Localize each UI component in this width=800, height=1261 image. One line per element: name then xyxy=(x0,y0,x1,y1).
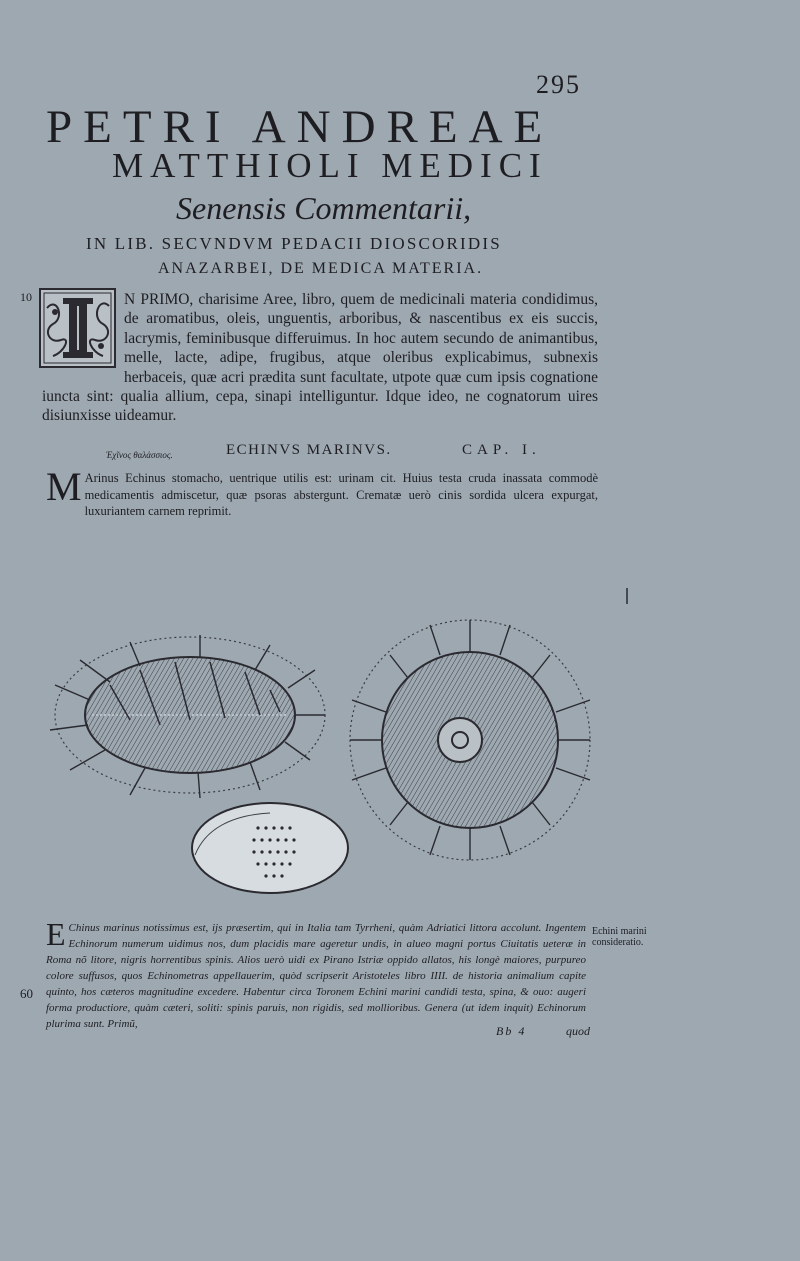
intro-paragraph xyxy=(42,290,598,426)
main-paragraph xyxy=(46,464,598,520)
title-author-line: PETRI ANDREAE xyxy=(46,101,554,153)
marginal-note: Echini marini consideratio. xyxy=(592,926,647,948)
commentary-text: Chinus marinus notissimus est, ijs præsertim, qui in Italia tam Tyrrheni, quàm Adriatici littora accolunt. Ingentem Echinorum numerum uidimus nos, dum placidis mare ageretur undis, in alueo magni portus Ciuitatis ueteræ in Roma nõ litore, nigris horrentibus spinis. Alios uerò uidi ex Pirano Istriæ oppido allatos, his longè maiores, purpureo colore suffusos, quos Echinometras appellauerim, quòd scripserit Aristoteles libro IIII. de historia animalium capite quinto, hos cæteros magnitudine excedere. Habentur circa Toronem Echini marini candidi testa, spina, & ouo: augeri forma productiore, quàm cæteri, soliti: spinis paruis, non rigidis, sed mollioribus. Genera (ut idem inquit) Echinorum plurima sunt. Primũ, xyxy=(46,922,586,1030)
urchin-shell-icon xyxy=(192,803,348,893)
commentary-paragraph xyxy=(46,916,586,1032)
commentary-drop-cap: E xyxy=(46,916,66,952)
line-number-10: 10 xyxy=(20,290,32,304)
urchin-side-view-icon xyxy=(50,635,325,798)
title-materia-line: ANAZARBEI, DE MEDICA MATERIA. xyxy=(158,260,484,277)
line-number-60: 60 xyxy=(20,986,33,1001)
title-book-line: IN LIB. SECVNDVM PEDACII DIOSCORIDIS xyxy=(86,234,502,253)
catchword: quod xyxy=(566,1024,590,1038)
title-profession-line: MATTHIOLI MEDICI xyxy=(112,146,548,185)
title-commentarii-line: Senensis Commentarii, xyxy=(176,190,472,226)
sea-urchin-illustrations xyxy=(0,600,800,900)
chapter-number: CAP. I. xyxy=(462,442,541,458)
main-drop-cap: M xyxy=(46,464,82,509)
chapter-title: ECHINVS MARINVS. xyxy=(226,442,392,458)
intro-text: N PRIMO, charisime Aree, libro, quem de medicinali materia condidimus, de aromatibus, oleis, unguentis, arboribus, & nascentibus ex eis succis, lacrymis, feminibusque differuimus. In hoc autem secundo de animantibus, melle, lacte, adipe, frugibus, atque oleribus explicabimus, subnexis herbaceis, quæ acri prædita sunt facultate, utpote quæ cum ipsis cognatione iuncta sint: qualia allium, cepa, sinapi intelliguntur. Idque ideo, ne cognatorum uires disiunxisse uideamur. xyxy=(42,291,598,425)
signature-mark: Bb 4 xyxy=(496,1024,527,1038)
chapter-greek-title: Ἐχῖνος θαλάσσιος. xyxy=(106,450,173,460)
page-number: 295 xyxy=(536,70,581,99)
main-text: Arinus Echinus stomacho, uentrique utilis est: urinam cit. Huius testa cruda inassata commodè medicamentis admiscetur, quæ psoras abstergunt. Crematæ uerò cinis sordida ulcera expurgat, luxuriantem carnem reprimit. xyxy=(84,471,598,518)
urchin-top-view-icon xyxy=(350,620,590,860)
